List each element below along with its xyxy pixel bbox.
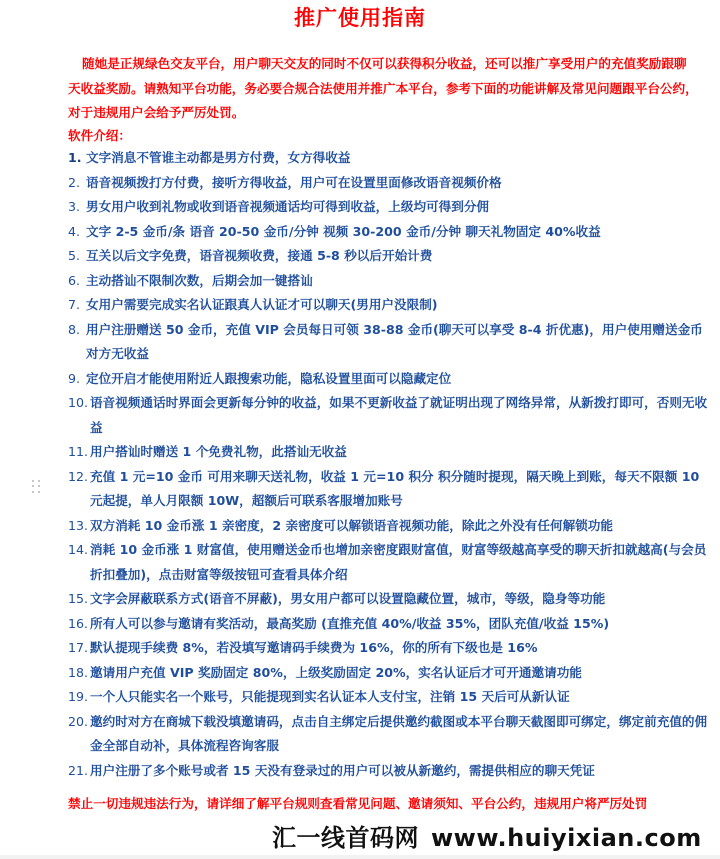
- list-item: [68, 367, 708, 392]
- list-item: [68, 710, 708, 759]
- list-number: 3.: [68, 199, 81, 214]
- list-number: 16.: [68, 615, 89, 631]
- list-text: 一个人只能实名一个账号，只能提现到实名认证本人支付宝，注销 15 天后可从新认证: [90, 689, 570, 704]
- list-text: 所有人可以参与邀请有奖活动，最高奖励 (直推充值 40%/收益 35%，团队充值/收益 15%): [90, 615, 610, 631]
- list-text: 默认提现手续费 8%，若没填写邀请码手续费为 16%，你的所有下级也是 16%: [90, 640, 538, 655]
- list-item: [68, 146, 708, 171]
- list-text: 邀约时对方在商城下载没填邀请码，点击自主绑定后提供邀约截图或本平台聊天截图即可绑定，绑定前充值的佣金全部自动补，具体流程咨询客服: [90, 713, 708, 753]
- list-text: 语音视频通话时界面会更新每分钟的收益，如果不更新收益了就证明出现了网络异常，从新拨打即可，否则无收益: [90, 395, 708, 435]
- footer-warning: 禁止一切违规违法行为，请详细了解平台规则查看常见问题、邀请须知、平台公约，违规用户将严厉处罚: [68, 796, 648, 811]
- list-text: 文字会屏蔽联系方式(语音不屏蔽)，男女用户都可以设置隐藏位置，城市，等级，隐身等功能: [90, 591, 606, 606]
- list-item: [68, 636, 708, 661]
- list-number: 2.: [68, 174, 81, 190]
- list-text: 用户注册赠送 50 金币，充值 VIP 会员每日可领 38-88 金币(聊天可以享受 8-4 折优惠)，用户使用赠送金币对方无收益: [86, 321, 703, 361]
- list-number: 19.: [68, 689, 89, 704]
- list-text: 消耗 10 金币涨 1 财富值，使用赠送金币也增加亲密度跟财富值，财富等级越高享受的聊天折扣就越高(与会员折扣叠加)，点击财富等级按钮可查看具体介绍: [90, 542, 707, 582]
- watermark-site: www.huiyixian.com: [431, 824, 702, 852]
- list-text: 邀请用户充值 VIP 奖励固定 80%，上级奖励固定 20%，实名认证后才可开通邀请功能: [90, 664, 582, 680]
- list-item: [68, 538, 708, 587]
- list-number: 12.: [68, 468, 89, 484]
- list-number: 5.: [68, 248, 81, 263]
- list-item: [68, 171, 708, 196]
- list-number: 1.: [68, 150, 82, 165]
- list-text: 女用户需要完成实名认证跟真人认证才可以聊天(男用户没限制): [86, 297, 438, 312]
- list-number: 10.: [68, 395, 89, 410]
- watermark-logo: [272, 823, 702, 853]
- list-item: [68, 759, 708, 784]
- list-number: 13.: [68, 517, 89, 533]
- list-text: 用户搭讪时赠送 1 个免费礼物，此搭讪无收益: [90, 444, 347, 459]
- list-item: [68, 465, 708, 514]
- list-text: 用户注册了多个账号或者 15 天没有登录过的用户可以被从新邀约，需提供相应的聊天凭证: [90, 762, 595, 778]
- list-number: 11.: [68, 444, 89, 459]
- list-number: 9.: [68, 370, 81, 386]
- list-text: 语音视频拨打方付费，接听方得收益，用户可在设置里面修改语音视频价格: [86, 174, 502, 190]
- list-number: 14.: [68, 542, 89, 557]
- list-item: [68, 220, 708, 245]
- list-item: [68, 661, 708, 686]
- list-number: 21.: [68, 762, 89, 778]
- list-number: 20.: [68, 713, 89, 729]
- list-number: 8.: [68, 321, 81, 337]
- drag-handle-icon[interactable]: [32, 480, 42, 494]
- list-item: [68, 391, 708, 440]
- intro-text: 随她是正规绿色交友平台，用户聊天交友的同时不仅可以获得积分收益，还可以推广享受用户的充值奖励跟聊天收益奖励。请熟知平台功能，务必要合规合法使用并推广本平台，参考下面的功能讲解及常见问题跟平台公约，对于违规用户会给予严厉处罚。: [68, 56, 698, 120]
- list-item: [68, 293, 708, 318]
- list-number: 15.: [68, 591, 89, 606]
- watermark-name: 汇一线首码网: [272, 824, 419, 852]
- page-title: 推广使用指南: [294, 5, 426, 30]
- list-item: [68, 587, 708, 612]
- list-item: [68, 685, 708, 710]
- list-item: [68, 440, 708, 465]
- intro-paragraph: [68, 52, 698, 126]
- list-item: [68, 318, 708, 367]
- list-number: 17.: [68, 640, 89, 655]
- list-item: [68, 514, 708, 539]
- list-text: 充值 1 元=10 金币 可用来聊天送礼物，收益 1 元=10 积分 积分随时提现，隔天晚上到账，每天不限额 10 元起提，单人月限额 10W，超额后可联系客服增加账号: [90, 468, 700, 508]
- section-label: 软件介绍：: [68, 128, 131, 143]
- bottom-divider: [0, 855, 720, 859]
- list-text: 文字 2-5 金币/条 语音 20-50 金币/分钟 视频 30-200 金币/分钟 聊天礼物固定 40%收益: [86, 223, 601, 239]
- list-text: 双方消耗 10 金币涨 1 亲密度，2 亲密度可以解锁语音视频功能，除此之外没有任何解锁功能: [90, 517, 613, 533]
- list-number: 6.: [68, 272, 81, 288]
- list-item: [68, 612, 708, 637]
- list-text: 文字消息不管谁主动都是男方付费，女方得收益: [86, 150, 351, 165]
- list-number: 7.: [68, 297, 81, 312]
- feature-list: [68, 146, 708, 783]
- list-text: 男女用户收到礼物或收到语音视频通话均可得到收益，上级均可得到分佣: [86, 199, 489, 214]
- list-text: 互关以后文字免费，语音视频收费，接通 5-8 秒以后开始计费: [86, 248, 433, 263]
- list-text: 主动搭讪不限制次数，后期会加一键搭讪: [86, 272, 313, 288]
- list-number: 4.: [68, 223, 81, 239]
- list-item: [68, 269, 708, 294]
- list-item: [68, 244, 708, 269]
- list-item: [68, 195, 708, 220]
- list-number: 18.: [68, 664, 89, 680]
- list-text: 定位开启才能使用附近人跟搜索功能，隐私设置里面可以隐藏定位: [86, 370, 452, 386]
